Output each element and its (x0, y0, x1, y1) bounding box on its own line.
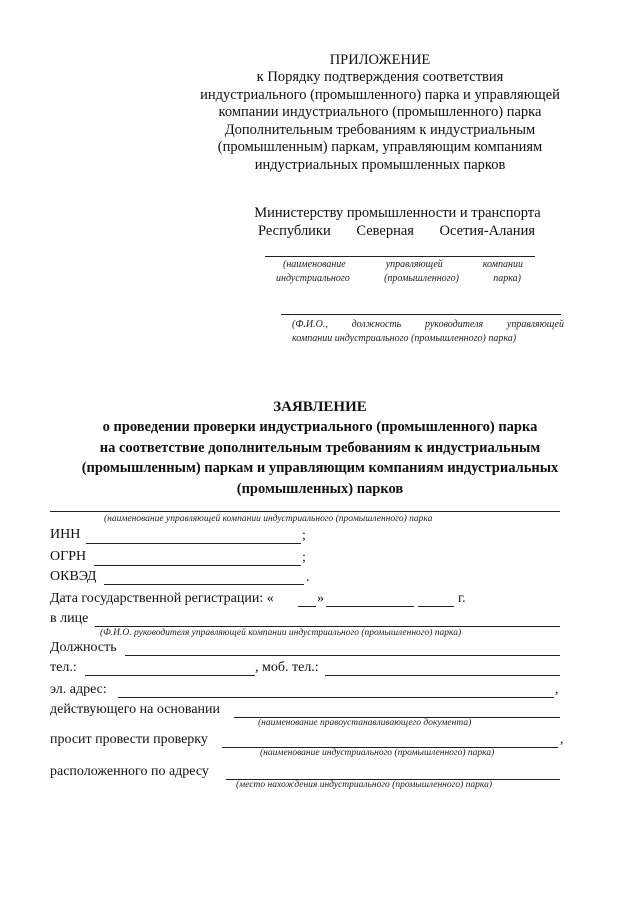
company-full-name-caption: (наименование управляющей компании индустриального (промышленного) парка (104, 514, 433, 524)
recipient-word: Республики (258, 223, 331, 239)
appendix-line: компании индустриального (промышленного) парка (218, 104, 542, 120)
company-name-caption (283, 258, 523, 271)
ogrn-label: ОГРН (50, 549, 87, 564)
recipient-line-1: Министерству промышленности и транспорта (254, 205, 541, 221)
appendix-heading: ПРИЛОЖЕНИЕ (329, 52, 431, 68)
caption-word: управляющей (506, 319, 564, 330)
recipient-line-2 (258, 223, 535, 240)
head-line[interactable] (281, 314, 561, 315)
recipient-word: Северная (356, 223, 414, 239)
appendix-line: Дополнительным требованиям к индустриальным (224, 121, 536, 138)
reg-year-field[interactable] (418, 606, 454, 607)
in-person-caption: (Ф.И.О. руководителя управляющей компании индустриального (промышленного) парка) (100, 628, 462, 638)
caption-word: (промышленного) (384, 273, 459, 284)
position-field[interactable] (125, 655, 560, 656)
caption-word: парка) (493, 273, 521, 284)
request-comma: , (560, 732, 564, 747)
year-suffix: г. (458, 591, 466, 606)
okved-period: . (306, 570, 310, 585)
caption-word: управляющей (385, 259, 443, 270)
caption-word: индустриального (276, 273, 350, 284)
okved-label: ОКВЭД (50, 569, 97, 584)
inn-field[interactable] (86, 543, 301, 544)
appendix-line: индустриальных промышленных парков (254, 156, 506, 173)
ogrn-semicolon: ; (302, 550, 306, 565)
caption-word: (наименование (283, 259, 346, 270)
request-label: просит провести проверку (50, 732, 208, 747)
ogrn-field[interactable] (94, 565, 301, 566)
statement-line: о проведении проверки индустриального (промышленного) парка (102, 419, 538, 435)
head-caption-2: компании индустриального (промышленного) парка) (292, 333, 517, 344)
appendix-line: к Порядку подтверждения соответствия (256, 69, 504, 85)
email-comma: , (555, 682, 559, 697)
head-caption (292, 318, 564, 331)
address-label: расположенного по адресу (50, 764, 209, 779)
reg-date-label: Дата государственной регистрации: « (50, 591, 274, 606)
mobile-label: , моб. тел.: (255, 660, 319, 675)
inn-label: ИНН (50, 527, 81, 542)
basis-caption: (наименование правоустанавливающего документа) (258, 718, 472, 728)
address-caption: (место нахождения индустриального (промышленного) парка) (236, 780, 493, 790)
appendix-text (170, 69, 590, 174)
in-person-field[interactable] (95, 626, 560, 627)
caption-word: компании (482, 259, 523, 270)
company-name-caption-2 (276, 272, 521, 285)
in-person-label: в лице (50, 611, 89, 626)
phone-field[interactable] (85, 675, 255, 676)
reg-day-field[interactable] (298, 606, 316, 607)
phone-label: тел.: (50, 660, 77, 675)
statement-line: (промышленных) парков (236, 480, 404, 497)
request-caption: (наименование индустриального (промышленного) парка) (260, 748, 495, 758)
mobile-field[interactable] (325, 675, 560, 676)
okved-field[interactable] (104, 584, 304, 585)
appendix-line: индустриального (промышленного) парка и управляющей (200, 86, 560, 103)
position-label: Должность (50, 640, 117, 655)
inn-semicolon: ; (302, 528, 306, 543)
email-label: эл. адрес: (50, 682, 107, 697)
recipient-word: Осетия-Алания (439, 223, 535, 239)
appendix-line: (промышленным) паркам, управляющим компаниям (217, 139, 543, 155)
statement-title: ЗАЯВЛЕНИЕ (273, 399, 367, 415)
statement-subtitle (30, 417, 610, 499)
statement-line: (промышленным) паркам и управляющим компаниям индустриальных (81, 460, 559, 476)
reg-month-field[interactable] (326, 606, 414, 607)
basis-label: действующего на основании (50, 702, 221, 717)
caption-word: должность (351, 319, 402, 330)
statement-line: на соответствие дополнительным требованиям к индустриальным (99, 439, 541, 456)
caption-word: руководителя (424, 319, 484, 330)
company-name-line[interactable] (265, 256, 535, 257)
caption-word: (Ф.И.О., (292, 319, 328, 330)
reg-date-close: » (317, 591, 324, 606)
company-full-name-line[interactable] (50, 511, 560, 512)
email-field[interactable] (118, 697, 554, 698)
